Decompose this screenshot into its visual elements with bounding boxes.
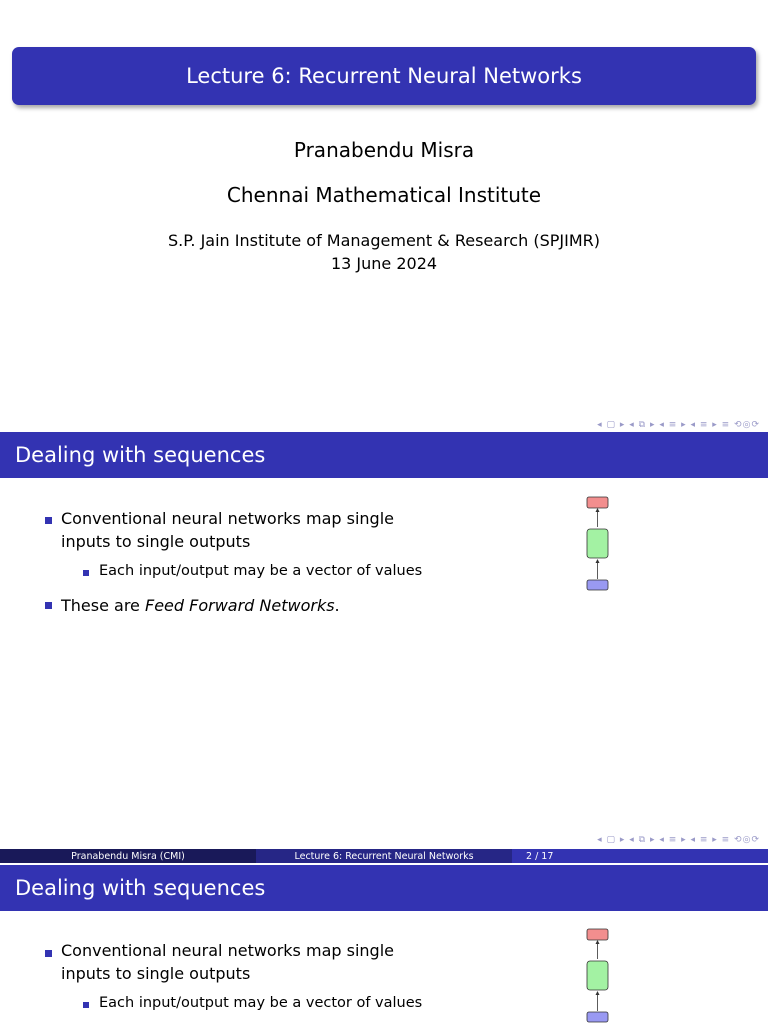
arrowhead-icon (596, 940, 600, 944)
arrowhead-icon (596, 559, 600, 563)
author-institute: Chennai Mathematical Institute (226, 183, 542, 207)
feed-forward-diagram (580, 926, 616, 1024)
sub-bullet-text: Each input/output may be a vector of values (99, 563, 423, 579)
title-slide (0, 0, 768, 432)
footer-page-number: 2 / 17 (512, 849, 768, 863)
footer-author: Pranabendu Misra (CMI) (0, 849, 256, 863)
bullet-2-suffix: . (334, 596, 340, 615)
input-node (587, 1012, 608, 1022)
sub-bullet-square-icon (83, 1002, 89, 1008)
bullet-square-icon (45, 517, 52, 524)
bullet-2-emphasis: Feed Forward Networks (144, 596, 335, 615)
lecture-title-box (12, 47, 756, 105)
frame-title-text: Dealing with sequences (15, 443, 266, 467)
sub-bullet-text: Each input/output may be a vector of values (99, 995, 423, 1011)
arrowhead-icon (596, 508, 600, 512)
lecture-date: 13 June 2024 (330, 254, 438, 273)
venue: S.P. Jain Institute of Management & Research (SPJIMR) (168, 231, 600, 250)
arrowhead-icon (596, 991, 600, 995)
sub-bullet-square-icon (83, 570, 89, 576)
bullet-square-icon (45, 602, 52, 609)
bullet-square-icon (45, 950, 52, 957)
slide-footer (0, 849, 768, 863)
output-node (587, 497, 608, 508)
bullet-1-line-1: Conventional neural networks map single (61, 941, 394, 960)
bullet-2-prefix: These are (61, 596, 145, 615)
footer-title: Lecture 6: Recurrent Neural Networks (256, 849, 512, 863)
hidden-node (587, 529, 608, 558)
content-slide-2 (0, 432, 768, 864)
frame-title (0, 865, 768, 911)
input-node (587, 580, 608, 590)
frame-title-text: Dealing with sequences (15, 876, 266, 900)
author-name: Pranabendu Misra (293, 138, 475, 162)
output-node (587, 929, 608, 940)
feed-forward-diagram (580, 494, 616, 594)
bullet-1-line-2: inputs to single outputs (61, 532, 251, 551)
frame-title (0, 432, 768, 478)
beamer-nav-symbols[interactable]: ◂ ▢ ▸ ◂ ⧉ ▸ ◂ ≡ ▸ ◂ ≡ ▸ ≡ ⟲◎⟳ (597, 420, 760, 430)
bullet-1-line-2: inputs to single outputs (61, 964, 251, 983)
hidden-node (587, 961, 608, 990)
content-slide-3 (0, 865, 768, 1024)
lecture-title: Lecture 6: Recurrent Neural Networks (186, 64, 582, 88)
bullet-1-line-1: Conventional neural networks map single (61, 509, 394, 528)
beamer-nav-symbols[interactable]: ◂ ▢ ▸ ◂ ⧉ ▸ ◂ ≡ ▸ ◂ ≡ ▸ ≡ ⟲◎⟳ (597, 835, 760, 845)
bullet-2-text (61, 594, 340, 617)
